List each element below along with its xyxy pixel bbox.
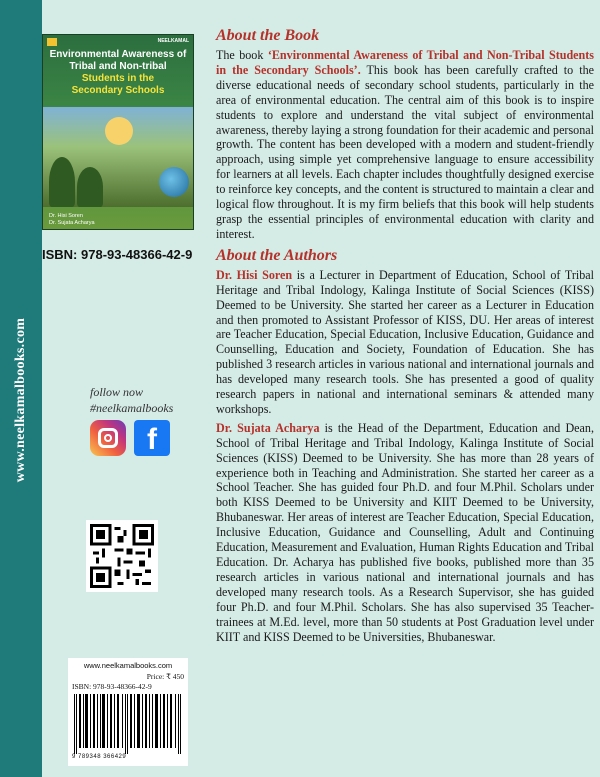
cover-title-line1: Environmental Awareness of (49, 49, 187, 60)
book-title-highlight: ‘Environmental Awareness of Tribal and Non-Tribal Students in the Secondary Schools’. (216, 48, 595, 77)
cover-authors (49, 213, 95, 227)
tree-icon (77, 167, 103, 207)
about-book-body: This book has been carefully crafted to the diverse educational needs of secondary school students, particularly in the area of environmental education. The central aim of this book is to inspire students to explore and understand the vital subject of environmental awareness, thereby laying a strong foundation for their academic and personal growth. The content has been developed with a modern and student-friendly approach, using simple yet comprehensive language to ensure accessibility for learners at all levels. Each chapter includes thoughtfully designed exercise to reinforce key concepts, and the content is structured to maintain a clear and logical flow throughout. It is my firm beliefs that this book will help students grasp the essential principles of environmental education with clarity and interest. (216, 62, 594, 241)
cover-title-line2: Tribal and Non-tribal (69, 60, 167, 72)
cover-thumbnail (42, 34, 194, 230)
author-2-paragraph (216, 421, 594, 645)
barcode-digits: 9 789348 366429 (72, 754, 127, 760)
cover-author-1: Dr. Hisi Soren (49, 213, 83, 219)
about-book-heading: About the Book (216, 27, 320, 44)
left-column (42, 0, 202, 777)
cover-author-2: Dr. Sujata Acharya (49, 220, 95, 226)
barcode-panel (68, 658, 188, 766)
instagram-icon[interactable] (90, 420, 126, 456)
cover-publisher: NEELKAMAL (157, 38, 189, 44)
price-label: Price: ₹ 450 (146, 672, 184, 681)
barcode-url: www.neelkamalbooks.com (83, 661, 173, 670)
author-1-name: Dr. Hisi Soren (216, 267, 293, 282)
sun-icon (105, 117, 133, 145)
globe-icon (159, 167, 189, 197)
cover-subtitle (46, 73, 190, 96)
author-1-paragraph (216, 268, 594, 417)
right-column (216, 26, 594, 648)
cover-illustration (43, 107, 194, 207)
author-1-bio: is a Lecturer in Department of Education, School of Tribal Heritage and Tribal Indology, Kalinga Institute of Social Sciences (KISS) Deemed to be University. She started her career as a Lecturer in Education and then promoted to Assistant Professor of KISS, DU. Her areas of interest are Teacher Education, Special Education, Inclusive Education, Guidance and Counselling, Education and Society, Foundation of Education. She has published 3 research articles in various national and international journals and has developed many research tools. She has presented a good of quality research papers in national and international seminars & attended many workshops. (216, 267, 594, 416)
follow-text: follow now (90, 385, 144, 399)
spine-website-url: www.neelkamalbooks.com (13, 317, 28, 483)
cover-subtitle-line1: Students in the (81, 73, 155, 84)
hashtag-text: #neelkamalbooks (90, 401, 174, 415)
author-2-name: Dr. Sujata Acharya (216, 420, 320, 435)
about-authors-heading: About the Authors (216, 246, 338, 264)
qr-code-icon (90, 524, 154, 588)
qr-code[interactable] (86, 520, 158, 592)
barcode-icon (72, 694, 184, 754)
about-book-paragraph (216, 48, 594, 242)
cover-subtitle-line2: Secondary Schools (71, 84, 165, 96)
author-2-bio: is the Head of the Department, Education and Dean, School of Tribal Heritage and Tribal Indology, Kalinga Institute of Social Sciences (KISS) Deemed to be University. She has more than 28 years of experience both in Teaching and Administration. She started her career as a School Teacher. She has guided four Ph.D. and four M.Phil. Scholars under both KISS Deemed to be University and KIIT Deemed to be University, Bhubaneswar. Her areas of interest are Teacher Education, Special Education, Inclusive Education, Guidance and Counselling, Adult and Continuing Education, Measurement and Evaluation, Human Rights Education and Tribal Education. Dr. Acharya has published five books, published more than 35 research articles in various national and international journals and has developed many research tools. As a Research Supervisor, she has guided four Ph.D. and four M.Phil. Scholars. She has also supervised 35 Teacher-trainees at M.Ed. level, more than 50 students at Post Graduation level under KIIT and KISS Deemed to be Universities, Bhubaneswar. (216, 420, 594, 644)
barcode-isbn: ISBN: 978-93-48366-42-9 (72, 682, 152, 691)
publisher-logo-icon (47, 38, 57, 46)
isbn-label: ISBN: 978-93-48366-42-9 (42, 247, 193, 262)
cover-title (46, 49, 190, 72)
book-spine (0, 0, 42, 777)
about-book-intro: The book (216, 48, 268, 62)
tree-icon (49, 157, 75, 207)
facebook-icon[interactable]: f (134, 420, 170, 456)
